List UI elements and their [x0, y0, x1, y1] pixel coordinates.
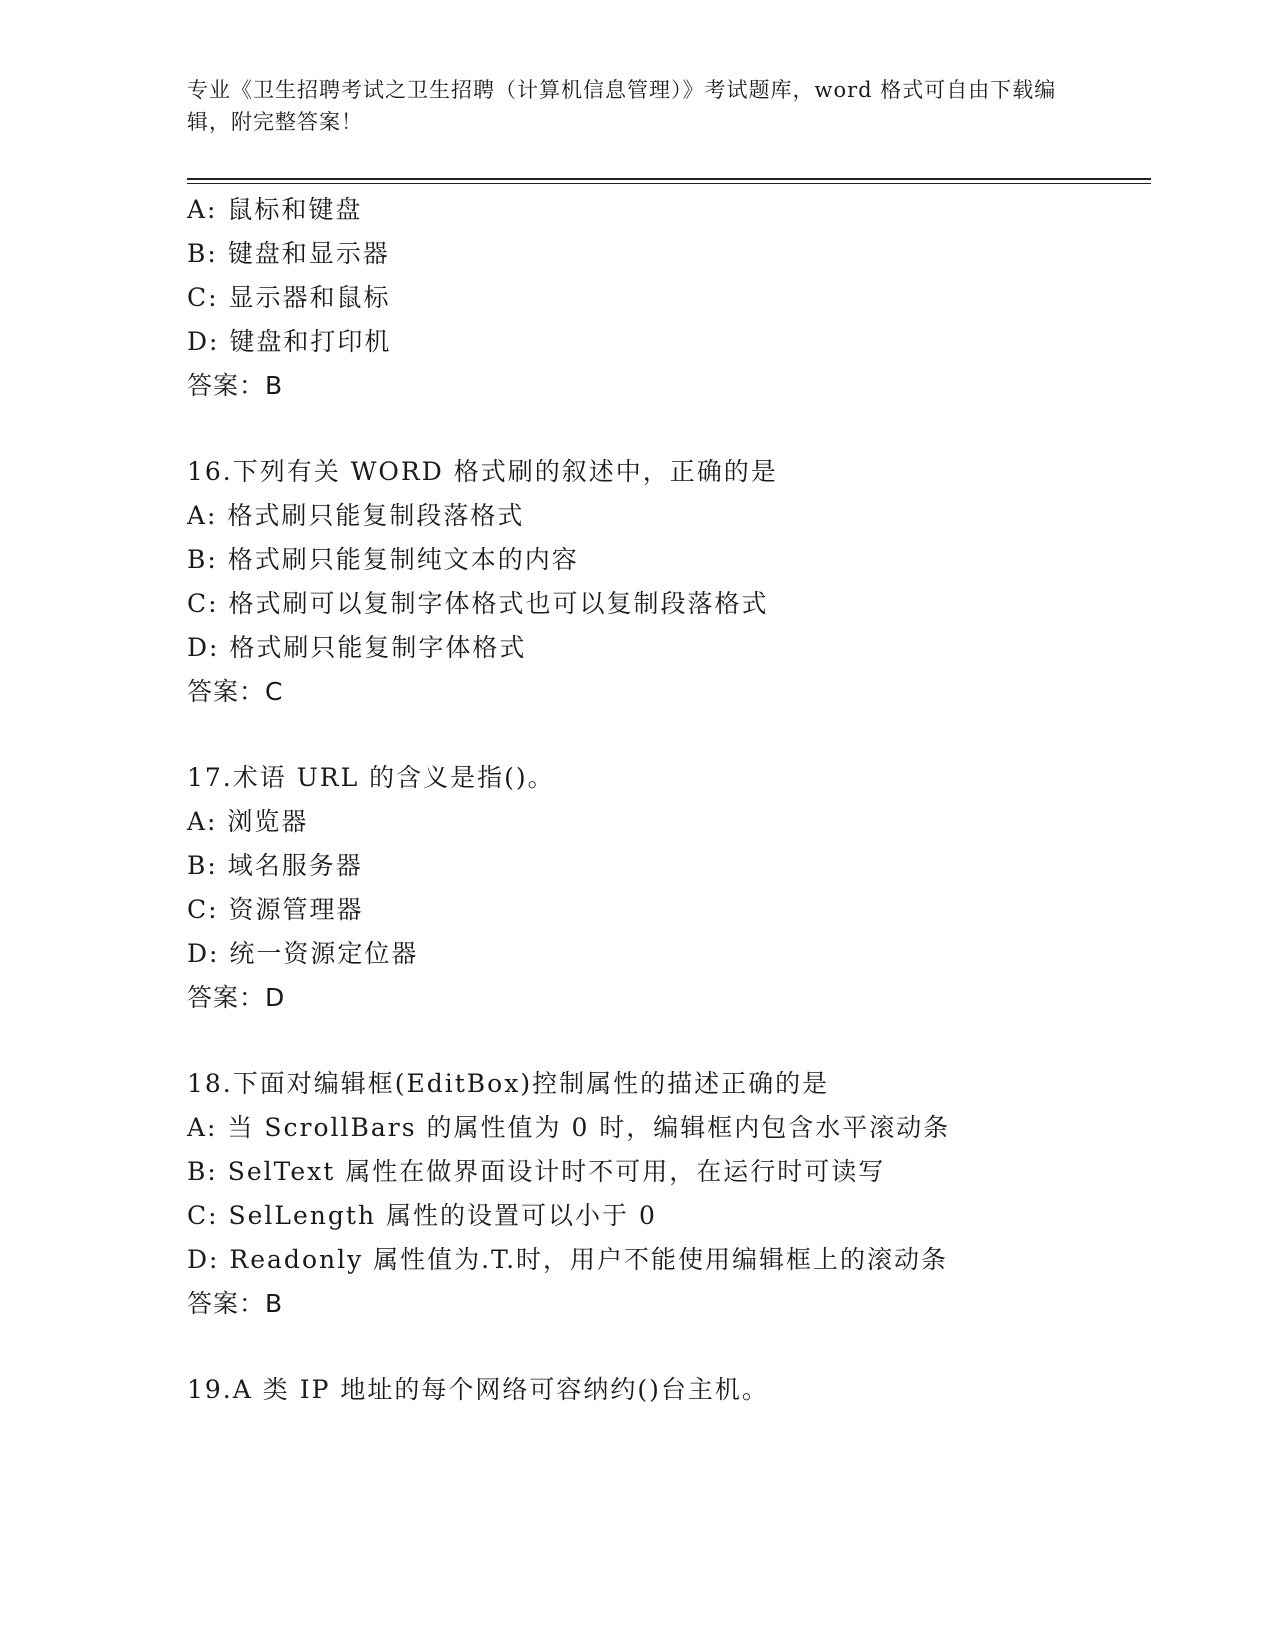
- question-18: 18.下面对编辑框(EditBox)控制属性的描述正确的是: [187, 1069, 830, 1098]
- option-c: C: SelLength 属性的设置可以小于 0: [187, 1201, 657, 1230]
- option-d: D: Readonly 属性值为.T.时，用户不能使用编辑框上的滚动条: [187, 1245, 949, 1274]
- answer-label: 答案：C: [187, 677, 284, 706]
- option-b: B: 格式刷只能复制纯文本的内容: [187, 545, 579, 574]
- question-16: 16.下列有关 WORD 格式刷的叙述中，正确的是: [187, 457, 778, 486]
- option-b: B: SelText 属性在做界面设计时不可用，在运行时可读写: [187, 1157, 886, 1186]
- option-c: C: 资源管理器: [187, 895, 364, 924]
- document-header: 专业《卫生招聘考试之卫生招聘（计算机信息管理）》考试题库，word 格式可自由下载编辑，附完整答案！: [187, 78, 1057, 134]
- option-d: D: 统一资源定位器: [187, 939, 419, 968]
- option-a: A: 当 ScrollBars 的属性值为 0 时，编辑框内包含水平滚动条: [187, 1113, 951, 1142]
- answer-label: 答案：B: [187, 371, 284, 400]
- option-a: A: 格式刷只能复制段落格式: [187, 501, 525, 530]
- option-b: B: 键盘和显示器: [187, 239, 390, 268]
- option-d: D: 格式刷只能复制字体格式: [187, 633, 527, 662]
- option-b: B: 域名服务器: [187, 851, 363, 880]
- answer-label: 答案：D: [187, 983, 286, 1012]
- header-rule-thick: [187, 178, 1151, 180]
- question-17: 17.术语 URL 的含义是指()。: [187, 763, 555, 792]
- option-d: D: 键盘和打印机: [187, 327, 392, 356]
- question-19: 19.A 类 IP 地址的每个网络可容纳约()台主机。: [187, 1375, 769, 1404]
- answer-label: 答案：B: [187, 1289, 284, 1318]
- option-c: C: 显示器和鼠标: [187, 283, 391, 312]
- option-a: A: 鼠标和键盘: [187, 195, 363, 224]
- header-rule-thin: [187, 183, 1151, 184]
- option-a: A: 浏览器: [187, 807, 309, 836]
- option-c: C: 格式刷可以复制字体格式也可以复制段落格式: [187, 589, 769, 618]
